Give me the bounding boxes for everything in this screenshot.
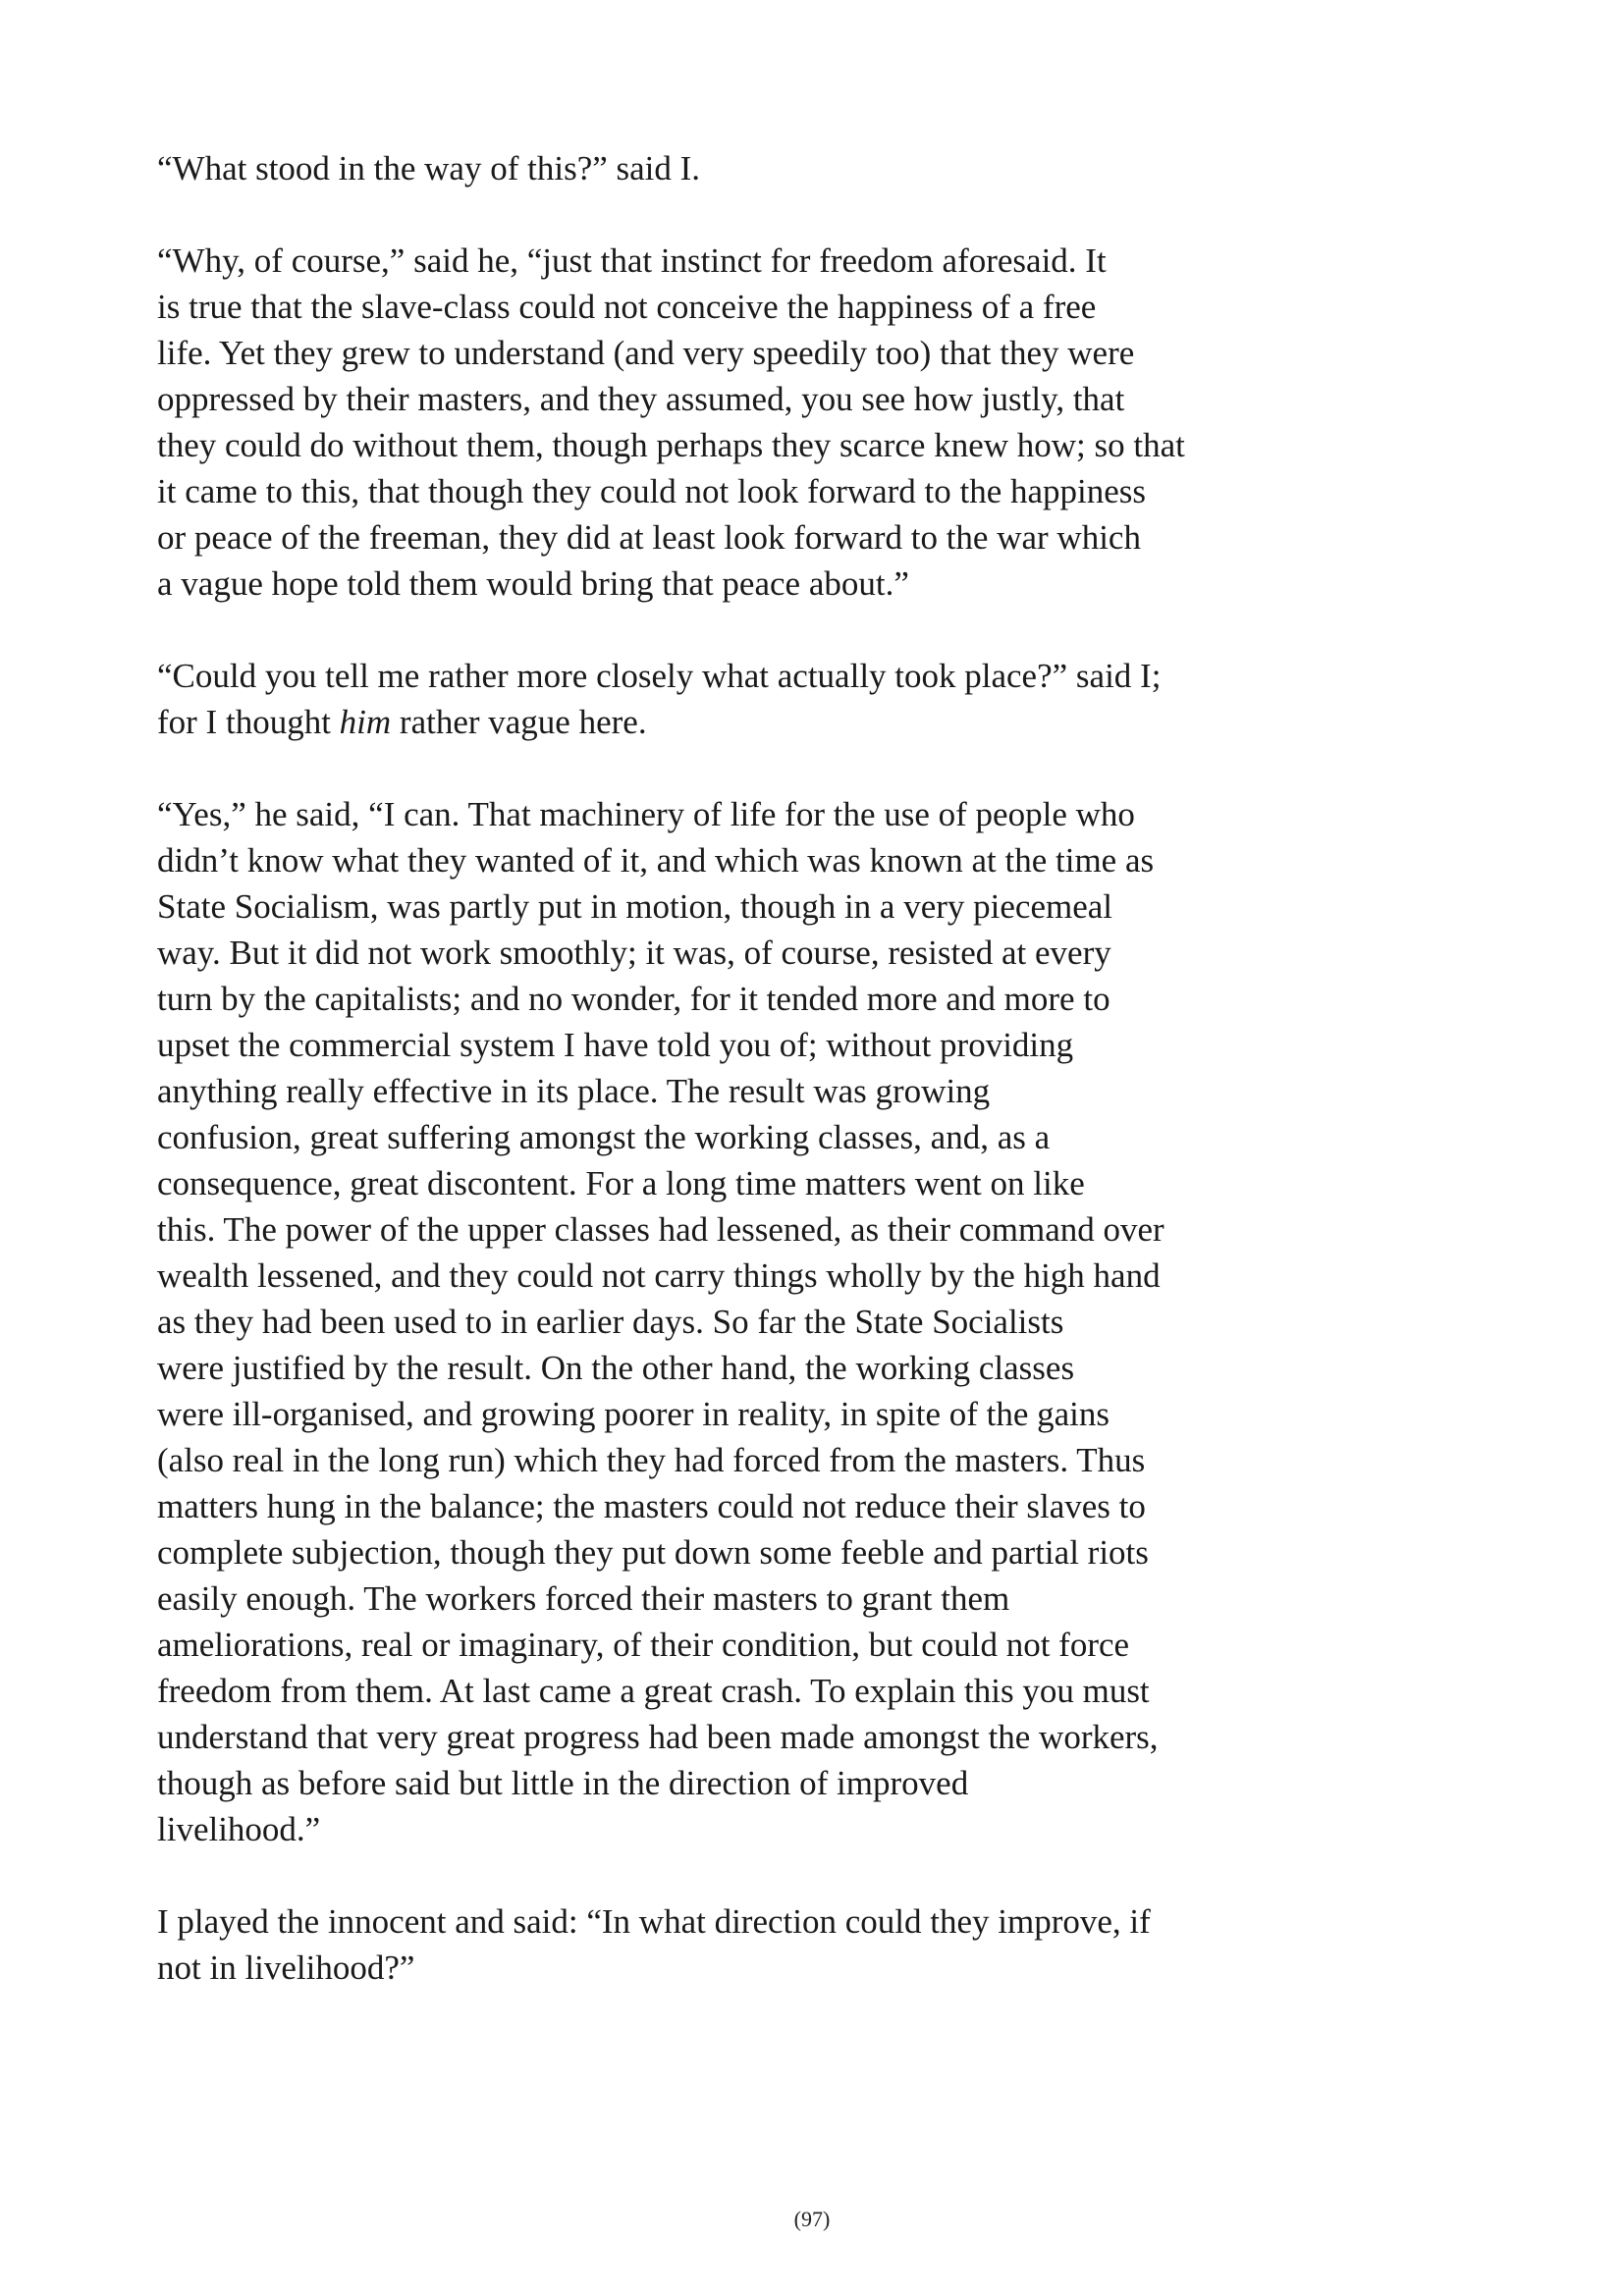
text-line: matters hung in the balance; the masters could not reduce their slaves to bbox=[157, 1487, 1146, 1525]
text-line: anything really effective in its place. The result was growing bbox=[157, 1072, 991, 1110]
text-line: not in livelihood?” bbox=[157, 1949, 415, 1987]
text-line: didn’t know what they wanted of it, and which was known at the time as bbox=[157, 841, 1155, 880]
paragraph-1 bbox=[157, 145, 1335, 191]
text-line: (also real in the long run) which they had forced from the masters. Thus bbox=[157, 1441, 1146, 1479]
text-line: is true that the slave-class could not conceive the happiness of a free bbox=[157, 288, 1097, 326]
text-line: freedom from them. At last came a great crash. To explain this you must bbox=[157, 1672, 1150, 1710]
paragraph-2 bbox=[157, 238, 1335, 607]
text-line: livelihood.” bbox=[157, 1810, 321, 1848]
text-line: complete subjection, though they put down some feeble and partial riots bbox=[157, 1533, 1149, 1572]
text-line: life. Yet they grew to understand (and very speedily too) that they were bbox=[157, 334, 1135, 372]
text-line: ameliorations, real or imaginary, of their condition, but could not force bbox=[157, 1626, 1130, 1664]
text-line: were ill-organised, and growing poorer in reality, in spite of the gains bbox=[157, 1395, 1110, 1433]
text-line: though as before said but little in the direction of improved bbox=[157, 1764, 969, 1802]
text-line: “Yes,” he said, “I can. That machinery of life for the use of people who bbox=[157, 795, 1135, 833]
text-line: or peace of the freeman, they did at least look forward to the war which bbox=[157, 518, 1141, 557]
text-line-with-emphasis bbox=[157, 699, 1335, 745]
page-number: (97) bbox=[793, 2207, 831, 2231]
text-line: turn by the capitalists; and no wonder, for it tended more and more to bbox=[157, 980, 1110, 1018]
text-line: a vague hope told them would bring that peace about.” bbox=[157, 564, 909, 603]
text-line: oppressed by their masters, and they assumed, you see how justly, that bbox=[157, 380, 1125, 418]
emphasized-word: him bbox=[339, 703, 392, 741]
text-run: rather vague here. bbox=[391, 703, 647, 741]
text-line: State Socialism, was partly put in motion, though in a very piecemeal bbox=[157, 887, 1112, 926]
text-line: as they had been used to in earlier days. So far the State Socialists bbox=[157, 1303, 1064, 1341]
text-line: I played the innocent and said: “In what direction could they improve, if bbox=[157, 1902, 1151, 1941]
text-line: confusion, great suffering amongst the working classes, and, as a bbox=[157, 1118, 1051, 1156]
text-line: consequence, great discontent. For a long time matters went on like bbox=[157, 1164, 1085, 1202]
text-line: “Why, of course,” said he, “just that instinct for freedom aforesaid. It bbox=[157, 241, 1107, 280]
text-line: “Could you tell me rather more closely what actually took place?” said I; bbox=[157, 657, 1162, 695]
paragraph-5 bbox=[157, 1898, 1335, 1991]
paragraph-3 bbox=[157, 653, 1335, 745]
text-line: wealth lessened, and they could not carry things wholly by the high hand bbox=[157, 1256, 1161, 1295]
text-line: way. But it did not work smoothly; it was, of course, resisted at every bbox=[157, 934, 1111, 972]
text-line: they could do without them, though perhaps they scarce knew how; so that bbox=[157, 426, 1185, 464]
paragraph-4 bbox=[157, 791, 1335, 1852]
text-line: upset the commercial system I have told you of; without providing bbox=[157, 1026, 1074, 1064]
text-line: understand that very great progress had been made amongst the workers, bbox=[157, 1718, 1159, 1756]
body-text bbox=[157, 145, 1335, 1991]
text-line: “What stood in the way of this?” said I. bbox=[157, 149, 701, 187]
text-line: this. The power of the upper classes had lessened, as their command over bbox=[157, 1210, 1164, 1249]
text-run: for I thought bbox=[157, 703, 340, 741]
text-line: were justified by the result. On the other hand, the working classes bbox=[157, 1349, 1075, 1387]
text-line: easily enough. The workers forced their masters to grant them bbox=[157, 1579, 1010, 1618]
text-line: it came to this, that though they could not look forward to the happiness bbox=[157, 472, 1147, 510]
